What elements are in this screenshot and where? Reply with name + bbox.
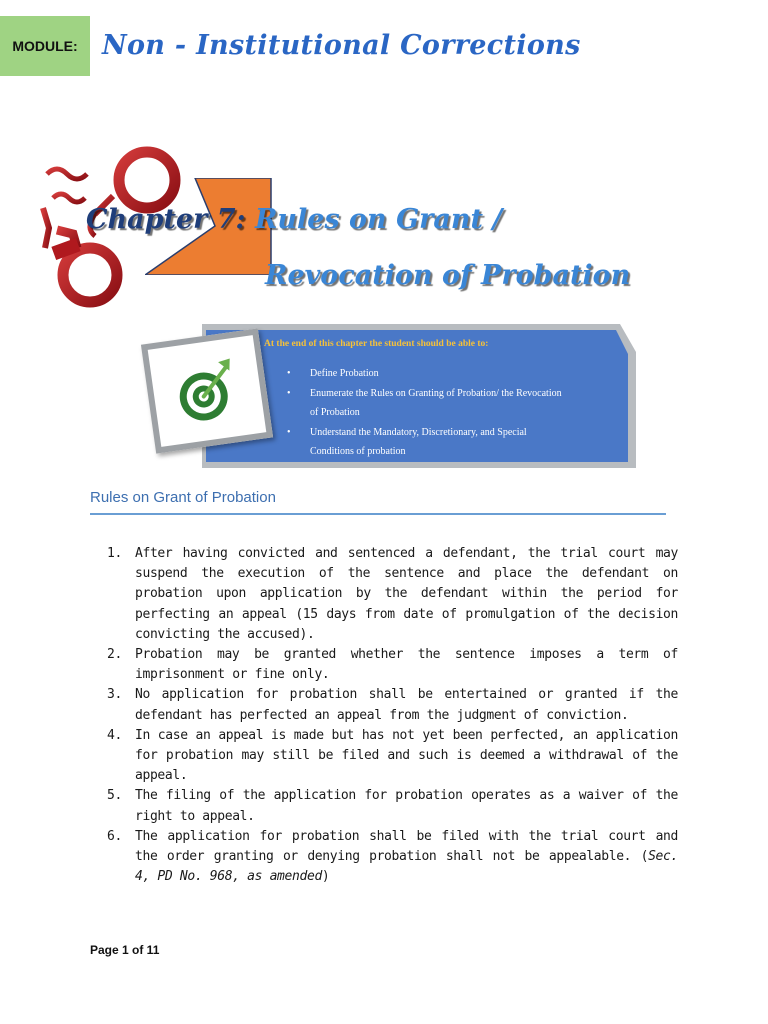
rule-item — [107, 645, 678, 685]
bullet-icon: • — [287, 368, 291, 379]
objectives-heading: At the end of this chapter the student should be able to: — [264, 339, 489, 349]
rule-text: The application for probation shall be filed with the trial court and the order granting or denying probation shall not be appealable. ( — [135, 828, 678, 865]
section-divider — [90, 513, 666, 515]
rule-text: After having convicted and sentenced a defendant, the trial court may suspend the execution of the sentence and place the defendant on probation upon application by the defendant within the period for perfecting an appeal (15 days from date of promulgation of the decision convicting the accused). — [135, 546, 678, 642]
objective-item — [272, 384, 612, 423]
module-label: MODULE: — [12, 38, 78, 54]
rule-number: 3. — [107, 687, 122, 703]
rule-text: Probation may be granted whether the sentence imposes a term of imprisonment or fine only. — [135, 647, 678, 683]
rule-number: 6. — [107, 828, 122, 844]
rule-number: 5. — [107, 788, 122, 804]
objective-text-continued: of Probation — [310, 407, 360, 418]
rule-number: 1. — [107, 546, 122, 561]
rule-item — [107, 544, 678, 645]
chapter-title-part1: Rules on Grant / — [254, 204, 503, 235]
rule-text: No application for probation shall be entertained or granted if the defendant has perfected an appeal from the judgment of conviction. — [135, 687, 678, 723]
objective-text: Define Probation — [310, 368, 379, 379]
rule-number: 2. — [107, 647, 122, 663]
rules-list — [107, 544, 678, 887]
section-heading: Rules on Grant of Probation — [90, 489, 276, 506]
objective-item — [272, 364, 612, 384]
page-number: Page 1 of 11 — [90, 943, 160, 957]
bullet-icon: • — [287, 387, 291, 399]
rule-item — [107, 726, 678, 787]
rule-number: 4. — [107, 727, 122, 743]
objective-text-continued: Conditions of probation — [310, 446, 406, 457]
target-frame — [141, 328, 273, 453]
objectives-banner — [140, 322, 640, 472]
chapter-label: Chapter 7: — [86, 204, 246, 235]
target-arrow-icon — [172, 356, 242, 426]
rule-text: The filing of the application for probation operates as a waiver of the right to appeal. — [135, 788, 678, 824]
rule-text: In case an appeal is made but has not yet been perfected, an application for probation may still be filed and such is deemed a withdrawal of the appeal. — [135, 727, 678, 784]
rule-item — [107, 786, 678, 826]
module-title: Non - Institutional Corrections — [102, 30, 581, 61]
rule-item — [107, 827, 678, 888]
chapter-title-line2: Revocation of Probation — [265, 260, 631, 291]
rule-item — [107, 685, 678, 725]
bullet-icon: • — [287, 426, 291, 438]
objectives-list — [272, 364, 612, 462]
chapter-title-line1 — [86, 204, 502, 235]
module-badge — [0, 16, 90, 76]
objective-text: Understand the Mandatory, Discretionary, and Special — [310, 426, 527, 438]
citation-close: ) — [321, 869, 330, 885]
objective-text: Enumerate the Rules on Granting of Probation/ the Revocation — [310, 387, 562, 399]
objective-item — [272, 423, 612, 462]
legal-citation: Sec. 4, PD No. 968, as amended — [135, 849, 678, 885]
